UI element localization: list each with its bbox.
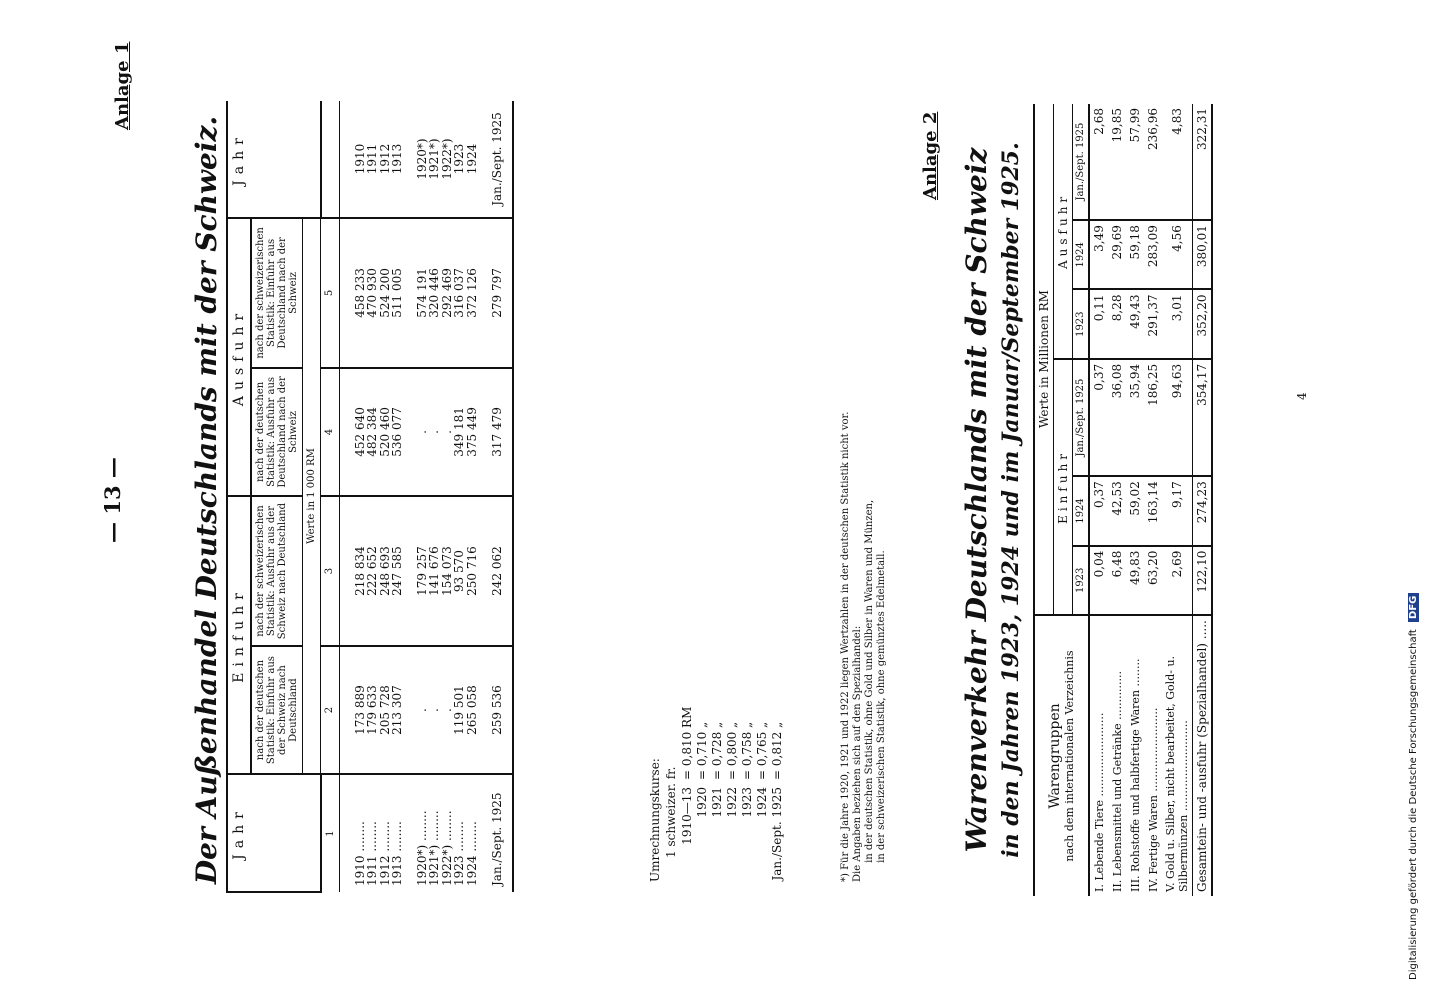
col-number-4: 4 xyxy=(321,368,340,496)
ausfuhr-col-header: Ausfuhr xyxy=(1054,104,1073,359)
row-value: 9,17 xyxy=(1162,476,1193,545)
row-value: 236,96 xyxy=(1144,104,1162,220)
row-value: 0,04 xyxy=(1089,546,1108,615)
c4b: . . . 349 181 375 449 xyxy=(404,368,479,496)
year-head-5: 1924 xyxy=(1073,220,1090,289)
c3c: 242 062 xyxy=(478,496,513,646)
einfuhr-col-header: Einfuhr xyxy=(1054,359,1073,615)
subheader-2: nach der deutschen Statistik: Einfuhr aus der Schweiz nach Deutschland xyxy=(251,646,303,774)
row-value: 57,99 xyxy=(1126,104,1144,220)
c3b: 179 257 141 676 154 073 93 570 250 716 xyxy=(404,496,479,646)
subheader-3: nach der schweizerischen Statistik: Ausfuhr aus der Schweiz nach Deutschland xyxy=(251,496,303,646)
jahr-header-right: Jahr xyxy=(227,101,321,218)
side-note-text: Digitalisierung gefördert durch die Deutsche Forschungsgemeinschaft xyxy=(1408,629,1419,980)
conversion-line0: 1 schweizer. fr. xyxy=(664,766,678,858)
row-label: II. Lebensmittel und Getränke .............. xyxy=(1110,670,1124,892)
row-label: V. Gold u. Silber, nicht bearbeitet, Gold- u. Silbermünzen .......................... xyxy=(1164,655,1190,892)
row-value: 0,37 xyxy=(1089,476,1108,545)
total-value: 274,23 xyxy=(1193,476,1213,545)
year-head-2: 1924 xyxy=(1073,476,1090,545)
row-value: 291,37 xyxy=(1144,290,1162,359)
subheader-5: nach der schweizerischen Statistik: Einfuhr aus Deutschland nach der Schweiz xyxy=(251,218,303,368)
c3a: 218 834 222 652 248 693 247 585 xyxy=(339,496,404,646)
side-note xyxy=(1408,593,1419,980)
table-row xyxy=(1089,104,1108,896)
years-a: 1910 ........ 1911 ........ 1912 ........ 1913 ........ xyxy=(352,821,404,886)
conversion-title: Umrechnungskurse: xyxy=(648,758,662,882)
c4a: 452 640 482 384 520 460 536 077 xyxy=(339,368,404,496)
page-end-mark: 4 xyxy=(1295,392,1309,400)
col-number-2: 2 xyxy=(321,646,340,774)
years-b: 1920*) ........ 1921*) ........ 1922*) ........ 1923 ........ 1924 ........ xyxy=(414,810,479,886)
trade-table xyxy=(226,101,514,893)
werte-header: Werte in Millionen RM xyxy=(1034,104,1054,615)
c5c: 279 797 xyxy=(478,218,513,368)
year-head-4: 1923 xyxy=(1073,290,1090,359)
row-value: 3,49 xyxy=(1089,220,1108,289)
col-number-5: 5 xyxy=(321,218,340,368)
c4c: 317 479 xyxy=(478,368,513,496)
total-value: 380,01 xyxy=(1193,220,1213,289)
title-3: in den Jahren 1923, 1924 und im Januar/September 1925. xyxy=(998,142,1024,858)
row-value: 3,01 xyxy=(1162,290,1193,359)
ausfuhr-header: Ausfuhr xyxy=(227,218,251,496)
table-row xyxy=(1108,104,1126,896)
conversion-rates: = 0,810 RM = 0,710 „ = 0,728 „ = 0,800 „ = 0,758 „ = 0,765 „ = 0,812 „ xyxy=(680,706,784,780)
conversion-years: 1910—13 1920 1921 1922 1923 1924 Jan./Sept. 1925 xyxy=(680,787,784,881)
row-value: 59,02 xyxy=(1126,476,1144,545)
row-value: 2,69 xyxy=(1162,546,1193,615)
table-row xyxy=(1144,104,1162,896)
c2b: . . . 119 501 265 058 xyxy=(404,646,479,774)
year-head-3: Jan./Sept. 1925 xyxy=(1073,359,1090,476)
row-value: 163,14 xyxy=(1144,476,1162,545)
row-value: 8,28 xyxy=(1108,290,1126,359)
row-value: 94,63 xyxy=(1162,359,1193,476)
row-value: 186,25 xyxy=(1144,359,1162,476)
row-label: I. Lebende Tiere ........................ xyxy=(1092,712,1106,892)
jahr-right-b: 1920*) 1921*) 1922*) 1923 1924 xyxy=(404,101,479,218)
col-number-3: 3 xyxy=(321,496,340,646)
row-value: 2,68 xyxy=(1089,104,1108,220)
row-label: IV. Fertige Waren ........................ xyxy=(1146,707,1160,892)
table-row xyxy=(1126,104,1144,896)
c5b: 574 191 320 446 292 469 316 037 372 126 xyxy=(404,218,479,368)
dfg-logo: DFG xyxy=(1408,593,1419,622)
row-value: 36,08 xyxy=(1108,359,1126,476)
subheader-4: nach der deutschen Statistik: Ausfuhr aus Deutschland nach der Schweiz xyxy=(251,368,303,496)
title-1: Der Außenhandel Deutschlands mit der Schweiz. xyxy=(190,115,223,885)
row-value: 19,85 xyxy=(1108,104,1126,220)
row-value: 4,83 xyxy=(1162,104,1193,220)
c2a: 173 889 179 633 205 728 213 307 xyxy=(339,646,404,774)
total-value: 352,20 xyxy=(1193,290,1213,359)
row-value: 42,53 xyxy=(1108,476,1126,545)
table-row xyxy=(1162,104,1193,896)
total-value: 122,10 xyxy=(1193,546,1213,615)
row-value: 35,94 xyxy=(1126,359,1144,476)
c2c: 259 536 xyxy=(478,646,513,774)
row-label: III. Rohstoffe und halbfertige Waren ........ xyxy=(1128,658,1142,892)
total-value: 322,31 xyxy=(1193,104,1213,220)
col-number-1: 1 xyxy=(321,774,340,892)
title-2: Warenverkehr Deutschlands mit der Schweiz xyxy=(960,147,993,853)
warengruppen-header: Warengruppen nach dem internationalen Verzeichnis xyxy=(1034,615,1089,896)
row-value: 49,83 xyxy=(1126,546,1144,615)
row-value: 4,56 xyxy=(1162,220,1193,289)
row-value: 63,20 xyxy=(1144,546,1162,615)
jahr-right-a: 1910 1911 1912 1913 xyxy=(339,101,404,218)
year-head-1: 1923 xyxy=(1073,546,1090,615)
werte-label: Werte in 1 000 RM xyxy=(303,218,321,774)
anlage-2-label: Anlage 2 xyxy=(920,111,941,200)
jahr-header-left: Jahr xyxy=(227,774,321,892)
row-value: 283,09 xyxy=(1144,220,1162,289)
page-number: — 13 — xyxy=(100,457,125,543)
year-c: Jan./Sept. 1925 xyxy=(478,774,513,892)
jahr-right-c: Jan./Sept. 1925 xyxy=(478,101,513,218)
goods-table xyxy=(1033,104,1213,896)
row-value: 49,43 xyxy=(1126,290,1144,359)
anlage-1-label: Anlage 1 xyxy=(112,41,133,130)
footnote: *) Für die Jahre 1920, 1921 und 1922 liegen Wertzahlen in der deutschen Statistik nicht vor. Die Angaben beziehen sich auf den Spezialhandel: in der deutschen Statistik, ohne Gold und Silber in Waren und Münzen, in der schweizerischen Statistik, ohne gemünztes Edelmetall. xyxy=(840,411,887,882)
row-value: 59,18 xyxy=(1126,220,1144,289)
row-value: 29,69 xyxy=(1108,220,1126,289)
row-value: 0,37 xyxy=(1089,359,1108,476)
year-head-6: Jan./Sept. 1925 xyxy=(1073,104,1090,220)
total-value: 354,17 xyxy=(1193,359,1213,476)
c5a: 458 233 470 930 524 200 511 005 xyxy=(339,218,404,368)
einfuhr-header: Einfuhr xyxy=(227,496,251,774)
total-label: Gesamtein- und -ausfuhr (Spezialhandel) ..... xyxy=(1193,615,1213,896)
row-value: 0,11 xyxy=(1089,290,1108,359)
row-value: 6,48 xyxy=(1108,546,1126,615)
